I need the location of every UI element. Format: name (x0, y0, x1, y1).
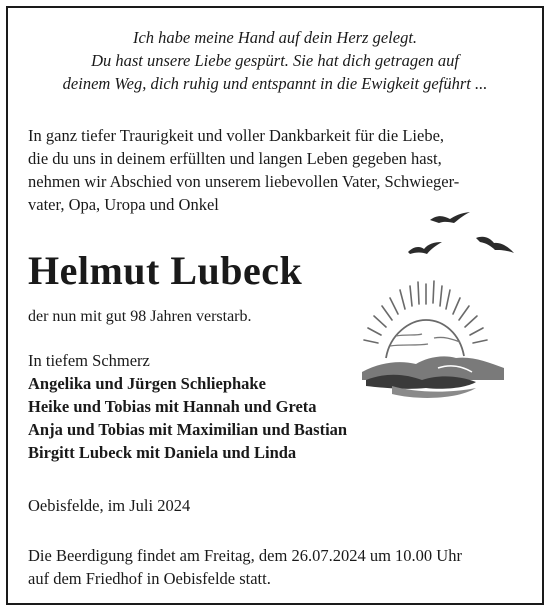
flying-birds-icon (400, 210, 540, 270)
intro-line: vater, Opa, Uropa und Onkel (28, 195, 219, 214)
funeral-line: Die Beerdigung findet am Freitag, dem 26.07.2024 um 10.00 Uhr (28, 546, 462, 565)
mourner-entry: Angelika und Jürgen Schliephake (28, 374, 266, 393)
poem-line: Ich habe meine Hand auf dein Herz gelegt. (132, 28, 418, 47)
death-note: der nun mit gut 98 Jahren verstarb. (28, 308, 252, 325)
mourners-block (28, 349, 347, 464)
poem-line: deinem Weg, dich ruhig und entspannt in die Ewigkeit geführt ... (62, 74, 488, 93)
mourning-label: In tiefem Schmerz (28, 351, 150, 370)
mourner-entry: Heike und Tobias mit Hannah und Greta (28, 397, 317, 416)
place-and-date: Oebisfelde, im Juli 2024 (28, 496, 191, 515)
sunset-over-hills-icon (356, 276, 506, 411)
mourner-entry: Anja und Tobias mit Maximilian und Bastian (28, 420, 348, 439)
poem-line: Du hast unsere Liebe gespürt. Sie hat dich getragen auf (91, 51, 459, 70)
obituary-notice (6, 6, 544, 605)
mourner-entry: Birgitt Lubeck mit Daniela und Linda (28, 443, 297, 462)
funeral-line: auf dem Friedhof in Oebisfelde statt. (28, 569, 271, 588)
intro-line: die du uns in deinem erfüllten und langen Leben gegeben hast, (28, 149, 442, 168)
poem-verse (8, 26, 542, 95)
funeral-info (28, 544, 462, 590)
intro-line: In ganz tiefer Traurigkeit und voller Dankbarkeit für die Liebe, (28, 126, 445, 145)
intro-line: nehmen wir Abschied von unserem liebevollen Vater, Schwieger- (28, 172, 460, 191)
deceased-name: Helmut Lubeck (28, 248, 303, 293)
intro-paragraph (28, 124, 528, 216)
